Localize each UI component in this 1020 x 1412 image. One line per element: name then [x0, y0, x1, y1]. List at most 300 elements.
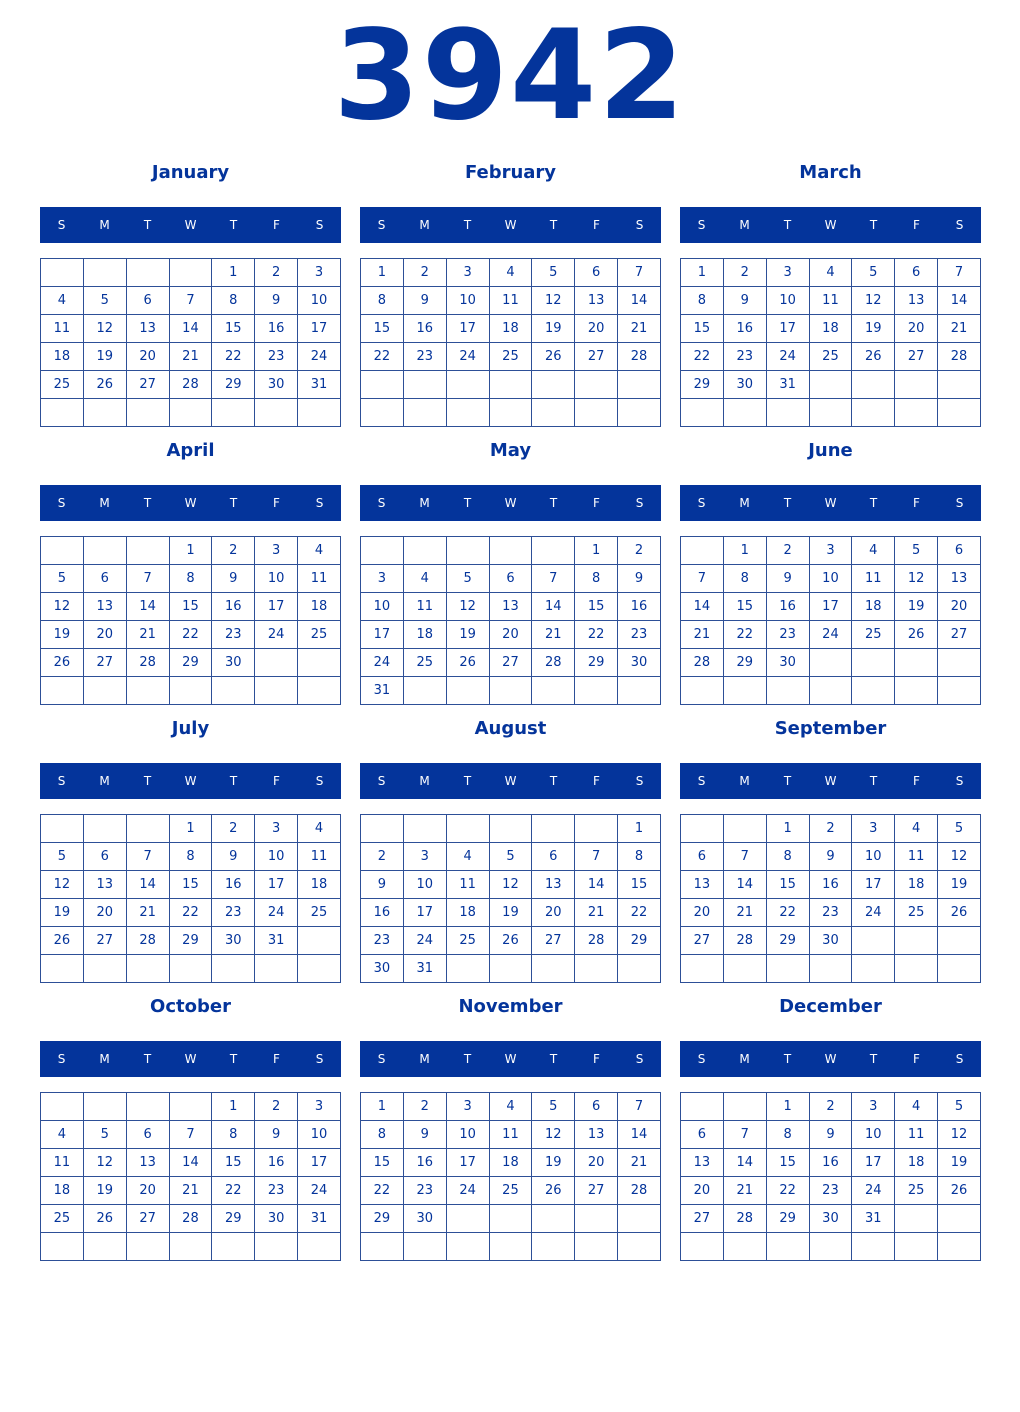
day-cell: 23 — [255, 1177, 298, 1205]
day-cell: 18 — [489, 315, 532, 343]
day-cell: 25 — [489, 343, 532, 371]
day-cell: 23 — [809, 899, 852, 927]
day-cell — [255, 649, 298, 677]
day-cell: 9 — [255, 1121, 298, 1149]
day-cell — [681, 399, 724, 427]
day-cell — [938, 955, 981, 983]
weekday-label: M — [419, 218, 430, 232]
day-cell: 9 — [212, 565, 255, 593]
day-cell: 13 — [895, 287, 938, 315]
day-cell: 15 — [618, 871, 661, 899]
day-cell — [41, 1093, 84, 1121]
day-cell — [126, 1093, 169, 1121]
day-cell: 16 — [809, 871, 852, 899]
day-cell: 9 — [766, 565, 809, 593]
weekday-header — [40, 207, 341, 243]
day-cell: 2 — [618, 537, 661, 565]
day-cell — [532, 1205, 575, 1233]
day-grid — [40, 1092, 341, 1261]
day-cell: 29 — [618, 927, 661, 955]
weekday-label: S — [57, 1052, 66, 1066]
day-cell: 27 — [575, 343, 618, 371]
day-cell — [126, 259, 169, 287]
day-cell: 2 — [212, 537, 255, 565]
weekday-header — [40, 1041, 341, 1077]
day-cell: 12 — [852, 287, 895, 315]
weekday-label: S — [57, 496, 66, 510]
week-row — [41, 1093, 341, 1121]
week-row — [361, 677, 661, 705]
day-cell: 5 — [852, 259, 895, 287]
day-cell: 27 — [83, 649, 126, 677]
day-cell: 31 — [255, 927, 298, 955]
weekday-label: W — [824, 1052, 837, 1066]
day-cell: 13 — [575, 287, 618, 315]
day-cell: 2 — [403, 259, 446, 287]
week-row — [361, 955, 661, 983]
week-row — [681, 315, 981, 343]
day-cell: 14 — [169, 315, 212, 343]
day-cell: 30 — [361, 955, 404, 983]
day-cell: 16 — [361, 899, 404, 927]
day-cell — [809, 955, 852, 983]
day-grid — [360, 258, 661, 427]
day-cell: 7 — [532, 565, 575, 593]
weekday-label: W — [184, 1052, 197, 1066]
day-cell — [852, 371, 895, 399]
day-cell — [681, 537, 724, 565]
day-cell — [169, 677, 212, 705]
week-row — [681, 1205, 981, 1233]
weekday-label: M — [99, 496, 110, 510]
weekday-label: S — [955, 1052, 964, 1066]
day-cell: 16 — [723, 315, 766, 343]
day-cell: 30 — [766, 649, 809, 677]
day-cell: 8 — [766, 1121, 809, 1149]
week-row — [361, 371, 661, 399]
day-cell: 31 — [298, 1205, 341, 1233]
day-cell — [938, 649, 981, 677]
week-row — [361, 815, 661, 843]
day-cell: 17 — [446, 315, 489, 343]
weekday-label: S — [57, 218, 66, 232]
day-cell: 6 — [681, 1121, 724, 1149]
day-cell: 21 — [723, 899, 766, 927]
weekday-label: T — [463, 774, 472, 788]
day-cell — [446, 399, 489, 427]
day-cell: 4 — [895, 815, 938, 843]
day-cell: 23 — [618, 621, 661, 649]
day-cell: 10 — [255, 843, 298, 871]
day-cell — [169, 1233, 212, 1261]
day-cell: 9 — [809, 843, 852, 871]
day-cell: 11 — [895, 843, 938, 871]
day-cell: 28 — [532, 649, 575, 677]
day-cell: 1 — [212, 1093, 255, 1121]
day-cell: 24 — [255, 899, 298, 927]
day-cell: 20 — [575, 315, 618, 343]
day-cell: 4 — [298, 815, 341, 843]
day-cell: 25 — [895, 1177, 938, 1205]
weekday-label: S — [955, 496, 964, 510]
day-cell — [298, 1233, 341, 1261]
day-cell: 19 — [895, 593, 938, 621]
day-cell: 13 — [126, 315, 169, 343]
day-cell — [361, 399, 404, 427]
week-row — [41, 399, 341, 427]
weekday-label: T — [783, 774, 792, 788]
weekday-label: F — [593, 218, 600, 232]
day-cell — [938, 399, 981, 427]
day-cell: 28 — [126, 649, 169, 677]
day-cell — [938, 371, 981, 399]
day-cell: 17 — [255, 871, 298, 899]
day-grid — [40, 258, 341, 427]
day-cell: 3 — [361, 565, 404, 593]
day-cell: 3 — [766, 259, 809, 287]
day-cell: 29 — [169, 649, 212, 677]
day-cell — [766, 1233, 809, 1261]
week-row — [681, 899, 981, 927]
day-cell: 25 — [298, 621, 341, 649]
week-row — [41, 565, 341, 593]
day-cell — [83, 1233, 126, 1261]
day-cell: 1 — [766, 1093, 809, 1121]
day-cell — [723, 815, 766, 843]
weekday-label: W — [824, 496, 837, 510]
day-cell: 24 — [852, 1177, 895, 1205]
weekday-label: F — [913, 1052, 920, 1066]
week-row — [361, 871, 661, 899]
weekday-label: M — [419, 496, 430, 510]
weekday-label: S — [697, 774, 706, 788]
day-cell: 21 — [532, 621, 575, 649]
weekday-label: S — [377, 1052, 386, 1066]
week-row — [41, 1233, 341, 1261]
day-cell: 27 — [532, 927, 575, 955]
day-cell — [681, 1233, 724, 1261]
day-cell: 13 — [83, 871, 126, 899]
day-cell: 31 — [403, 955, 446, 983]
weekday-label: S — [57, 774, 66, 788]
day-cell: 5 — [83, 287, 126, 315]
week-row — [681, 287, 981, 315]
day-cell: 26 — [895, 621, 938, 649]
day-cell — [895, 649, 938, 677]
day-cell — [809, 677, 852, 705]
day-cell — [809, 399, 852, 427]
weekday-label: S — [315, 496, 324, 510]
day-cell: 2 — [212, 815, 255, 843]
week-row — [41, 649, 341, 677]
day-cell: 16 — [618, 593, 661, 621]
day-cell: 11 — [446, 871, 489, 899]
day-cell: 19 — [83, 343, 126, 371]
day-cell: 8 — [212, 287, 255, 315]
day-cell: 19 — [852, 315, 895, 343]
weekday-label: F — [593, 496, 600, 510]
day-cell: 15 — [575, 593, 618, 621]
day-cell: 24 — [298, 1177, 341, 1205]
day-cell — [41, 955, 84, 983]
day-cell: 2 — [361, 843, 404, 871]
day-cell — [41, 537, 84, 565]
day-cell: 10 — [446, 287, 489, 315]
day-cell: 24 — [809, 621, 852, 649]
weekday-label: S — [315, 1052, 324, 1066]
day-cell — [41, 399, 84, 427]
weekday-label: T — [783, 218, 792, 232]
day-cell: 26 — [532, 1177, 575, 1205]
day-cell — [403, 815, 446, 843]
day-cell: 5 — [532, 1093, 575, 1121]
day-cell: 8 — [723, 565, 766, 593]
day-cell: 29 — [212, 1205, 255, 1233]
day-cell: 16 — [255, 315, 298, 343]
day-cell: 1 — [575, 537, 618, 565]
weekday-header — [680, 485, 981, 521]
day-cell: 18 — [41, 343, 84, 371]
day-cell — [895, 1233, 938, 1261]
day-cell: 28 — [938, 343, 981, 371]
day-cell — [489, 955, 532, 983]
day-cell: 29 — [723, 649, 766, 677]
week-row — [361, 899, 661, 927]
day-cell: 8 — [575, 565, 618, 593]
weekday-label: T — [463, 496, 472, 510]
day-cell: 26 — [83, 371, 126, 399]
day-cell: 28 — [169, 371, 212, 399]
day-cell — [83, 815, 126, 843]
day-cell: 22 — [212, 1177, 255, 1205]
day-cell — [895, 1205, 938, 1233]
day-cell: 24 — [446, 1177, 489, 1205]
day-cell: 1 — [618, 815, 661, 843]
day-cell: 12 — [83, 315, 126, 343]
day-cell: 25 — [298, 899, 341, 927]
day-cell: 13 — [83, 593, 126, 621]
day-cell: 5 — [41, 843, 84, 871]
day-grid — [680, 536, 981, 705]
day-cell: 20 — [938, 593, 981, 621]
day-cell: 15 — [766, 871, 809, 899]
day-cell — [895, 955, 938, 983]
day-cell: 13 — [938, 565, 981, 593]
day-cell: 30 — [212, 649, 255, 677]
day-cell — [938, 1233, 981, 1261]
day-cell: 17 — [403, 899, 446, 927]
day-cell: 13 — [532, 871, 575, 899]
day-grid — [680, 814, 981, 983]
day-cell — [681, 815, 724, 843]
weekday-label: M — [419, 774, 430, 788]
day-cell: 13 — [126, 1149, 169, 1177]
weekday-label: W — [184, 218, 197, 232]
day-cell: 14 — [575, 871, 618, 899]
day-cell — [446, 371, 489, 399]
day-cell: 28 — [169, 1205, 212, 1233]
day-cell: 9 — [403, 287, 446, 315]
day-cell: 15 — [361, 315, 404, 343]
day-cell: 8 — [766, 843, 809, 871]
weekday-label: M — [739, 774, 750, 788]
day-cell: 22 — [766, 1177, 809, 1205]
weekday-header — [40, 763, 341, 799]
day-cell — [298, 955, 341, 983]
day-cell: 22 — [766, 899, 809, 927]
day-cell: 24 — [255, 621, 298, 649]
weekday-label: F — [593, 1052, 600, 1066]
day-cell: 18 — [809, 315, 852, 343]
day-cell — [575, 955, 618, 983]
day-cell: 22 — [169, 899, 212, 927]
day-cell: 26 — [41, 649, 84, 677]
day-cell: 16 — [766, 593, 809, 621]
day-cell: 20 — [489, 621, 532, 649]
day-cell: 23 — [212, 621, 255, 649]
day-cell: 5 — [938, 1093, 981, 1121]
month-name: October — [150, 996, 231, 1017]
week-row — [681, 1121, 981, 1149]
day-cell: 3 — [255, 537, 298, 565]
day-cell: 11 — [489, 287, 532, 315]
day-cell — [126, 399, 169, 427]
day-cell — [489, 537, 532, 565]
day-cell: 9 — [618, 565, 661, 593]
day-cell: 9 — [723, 287, 766, 315]
day-cell: 14 — [723, 871, 766, 899]
month-name: April — [166, 440, 215, 461]
day-cell — [446, 955, 489, 983]
day-cell: 22 — [169, 621, 212, 649]
day-cell: 11 — [298, 843, 341, 871]
weekday-label: S — [377, 218, 386, 232]
day-cell: 28 — [618, 1177, 661, 1205]
weekday-label: T — [143, 218, 152, 232]
day-cell: 24 — [852, 899, 895, 927]
day-cell — [618, 1233, 661, 1261]
day-grid — [360, 536, 661, 705]
day-cell: 11 — [895, 1121, 938, 1149]
week-row — [361, 843, 661, 871]
day-cell: 14 — [126, 871, 169, 899]
weekday-label: M — [739, 218, 750, 232]
day-cell: 10 — [361, 593, 404, 621]
day-cell: 19 — [41, 621, 84, 649]
day-cell: 14 — [938, 287, 981, 315]
day-cell: 1 — [361, 1093, 404, 1121]
day-cell: 6 — [681, 843, 724, 871]
day-cell: 5 — [532, 259, 575, 287]
day-cell: 9 — [255, 287, 298, 315]
week-row — [41, 843, 341, 871]
week-row — [41, 815, 341, 843]
day-cell — [83, 677, 126, 705]
day-cell — [83, 537, 126, 565]
day-cell: 29 — [361, 1205, 404, 1233]
day-cell: 18 — [298, 871, 341, 899]
day-cell: 26 — [489, 927, 532, 955]
day-cell: 9 — [361, 871, 404, 899]
day-cell: 16 — [809, 1149, 852, 1177]
day-cell — [403, 537, 446, 565]
day-cell: 17 — [255, 593, 298, 621]
day-cell: 7 — [169, 1121, 212, 1149]
day-cell — [532, 537, 575, 565]
day-cell: 31 — [298, 371, 341, 399]
weekday-label: F — [913, 774, 920, 788]
day-cell — [212, 955, 255, 983]
weekday-label: T — [229, 218, 238, 232]
day-cell: 29 — [766, 927, 809, 955]
day-cell: 18 — [298, 593, 341, 621]
day-cell — [255, 399, 298, 427]
weekday-label: S — [315, 218, 324, 232]
day-cell — [681, 955, 724, 983]
day-cell: 3 — [298, 1093, 341, 1121]
day-cell: 13 — [575, 1121, 618, 1149]
day-cell: 24 — [403, 927, 446, 955]
week-row — [681, 343, 981, 371]
day-cell: 13 — [681, 1149, 724, 1177]
day-cell: 5 — [895, 537, 938, 565]
weekday-label: W — [184, 496, 197, 510]
day-cell: 30 — [255, 371, 298, 399]
day-cell: 14 — [126, 593, 169, 621]
day-cell — [489, 1205, 532, 1233]
day-cell: 1 — [361, 259, 404, 287]
day-cell: 1 — [169, 815, 212, 843]
weekday-label: S — [315, 774, 324, 788]
day-cell: 19 — [938, 871, 981, 899]
weekday-label: M — [739, 496, 750, 510]
weekday-label: S — [635, 218, 644, 232]
week-row — [41, 955, 341, 983]
month-name: August — [474, 718, 547, 739]
day-cell: 17 — [809, 593, 852, 621]
weekday-label: M — [99, 1052, 110, 1066]
weekday-header — [680, 1041, 981, 1077]
week-row — [681, 1093, 981, 1121]
week-row — [681, 399, 981, 427]
day-cell — [212, 1233, 255, 1261]
day-cell — [298, 649, 341, 677]
weekday-label: T — [463, 1052, 472, 1066]
month-name: March — [799, 162, 862, 183]
day-cell: 11 — [852, 565, 895, 593]
day-cell: 29 — [575, 649, 618, 677]
day-cell — [681, 677, 724, 705]
day-cell: 21 — [681, 621, 724, 649]
day-cell: 20 — [83, 899, 126, 927]
weekday-label: W — [504, 218, 517, 232]
weekday-label: M — [419, 1052, 430, 1066]
day-cell — [361, 371, 404, 399]
day-cell: 21 — [618, 315, 661, 343]
day-cell: 7 — [169, 287, 212, 315]
day-cell: 1 — [169, 537, 212, 565]
day-cell: 6 — [575, 259, 618, 287]
week-row — [681, 259, 981, 287]
day-cell: 3 — [852, 815, 895, 843]
day-cell: 23 — [361, 927, 404, 955]
year-title: 3942 — [333, 4, 687, 148]
day-cell: 17 — [852, 1149, 895, 1177]
weekday-label: M — [739, 1052, 750, 1066]
day-cell — [618, 371, 661, 399]
day-cell: 22 — [575, 621, 618, 649]
day-cell: 1 — [723, 537, 766, 565]
